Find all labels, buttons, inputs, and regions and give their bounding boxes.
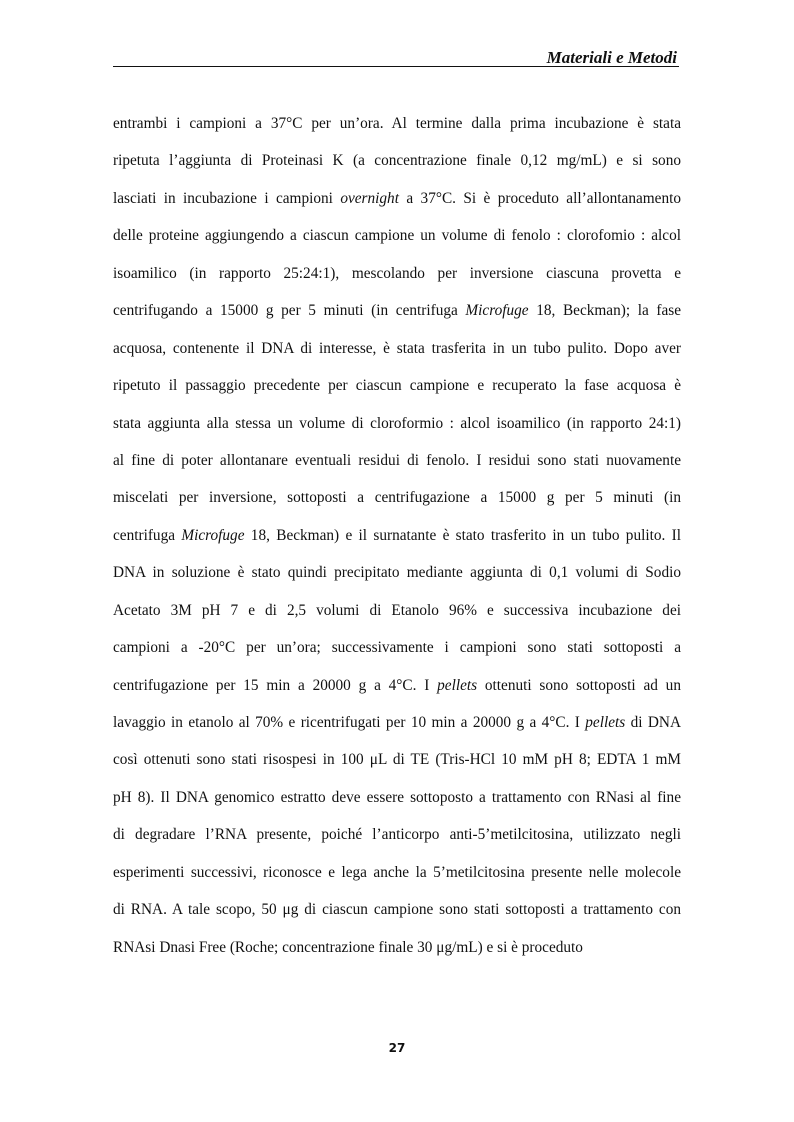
text-line — [113, 149, 681, 186]
text-line — [113, 112, 681, 149]
text-line — [113, 337, 681, 374]
text-segment: Acetato 3M pH 7 e di 2,5 volumi di Etanolo 96% e successiva incubazione dei — [113, 601, 681, 619]
text-segment: stata aggiunta alla stessa un volume di cloroformio : alcol isoamilico (in rapporto 24:1) — [113, 414, 681, 432]
text-line — [113, 561, 681, 598]
text-line — [113, 449, 681, 486]
text-segment: così ottenuti sono stati risospesi in 100 μL di TE (Tris-HCl 10 mM pH 8; EDTA 1 mM — [113, 751, 681, 769]
text-segment: isoamilico (in rapporto 25:24:1), mescolando per inversione ciascuna provetta e — [113, 264, 681, 282]
italic-term: pellets — [585, 714, 626, 731]
text-line — [113, 187, 681, 224]
text-line — [113, 299, 681, 336]
text-segment: centrifugando a 15000 g per 5 minuti (in centrifuga — [113, 302, 466, 320]
italic-term: pellets — [437, 676, 478, 694]
text-segment: DNA in soluzione è stato quindi precipitato mediante aggiunta di 0,1 volumi di Sodio — [113, 564, 681, 582]
text-segment: centrifuga — [113, 526, 182, 544]
body-paragraph — [113, 112, 681, 973]
text-segment: RNAsi Dnasi Free (Roche; concentrazione finale 30 μg/mL) e si è proceduto — [113, 938, 583, 956]
text-line — [113, 674, 681, 711]
text-line — [113, 224, 681, 261]
text-line — [113, 599, 681, 636]
text-segment: entrambi i campioni a 37°C per un’ora. Al termine dalla prima incubazione è stata — [113, 115, 681, 132]
italic-term: Microfuge — [181, 526, 245, 544]
running-header-title: Materiali e Metodi — [546, 48, 677, 67]
text-line — [113, 748, 681, 785]
text-segment: 18, Beckman) e il surnatante è stato trasferito in un tubo pulito. Il — [244, 526, 681, 544]
text-line — [113, 823, 681, 860]
text-segment: miscelati per inversione, sottoposti a centrifugazione a 15000 g per 5 minuti (in — [113, 489, 681, 507]
page-number: 27 — [388, 1041, 406, 1055]
text-segment: 18, Beckman); la fase — [528, 302, 681, 320]
text-segment: ottenuti sono sottoposti ad un — [477, 676, 681, 694]
text-line — [113, 936, 681, 973]
text-line — [113, 412, 681, 449]
text-line — [113, 262, 681, 299]
text-segment: a 37°C. Si è proceduto all’allontanamento — [398, 189, 681, 207]
text-segment: pH 8). Il DNA genomico estratto deve essere sottoposto a trattamento con RNasi al fine — [113, 788, 681, 806]
text-segment: ripetuta l’aggiunta di Proteinasi K (a concentrazione finale 0,12 mg/mL) e si sono — [113, 152, 681, 170]
text-segment: delle proteine aggiungendo a ciascun campione un volume di fenolo : clorofomio : alcol — [113, 227, 681, 245]
text-line — [113, 786, 681, 823]
italic-term: overnight — [340, 189, 399, 207]
text-line — [113, 374, 681, 411]
text-line — [113, 861, 681, 898]
text-line — [113, 636, 681, 673]
text-line — [113, 486, 681, 523]
italic-term: Microfuge — [465, 302, 529, 320]
header-rule — [113, 66, 679, 67]
text-segment: campioni a -20°C per un’ora; successivamente i campioni sono stati sottoposti a — [113, 639, 681, 657]
text-segment: di degradare l’RNA presente, poiché l’anticorpo anti-5’metilcitosina, utilizzato negli — [113, 826, 681, 844]
text-line — [113, 711, 681, 748]
text-segment: di RNA. A tale scopo, 50 μg di ciascun campione sono stati sottoposti a trattamento con — [113, 901, 681, 919]
text-segment: esperimenti successivi, riconosce e lega anche la 5’metilcitosina presente nelle molecole — [113, 863, 681, 881]
text-segment: lasciati in incubazione i campioni — [113, 189, 341, 207]
text-segment: centrifugazione per 15 min a 20000 g a 4°C. I — [113, 676, 438, 694]
text-line — [113, 898, 681, 935]
text-segment: ripetuto il passaggio precedente per ciascun campione e recuperato la fase acquosa è — [113, 377, 681, 395]
text-segment: lavaggio in etanolo al 70% e ricentrifugati per 10 min a 20000 g a 4°C. I — [113, 714, 586, 731]
text-segment: al fine di poter allontanare eventuali residui di fenolo. I residui sono stati nuovamente — [113, 451, 681, 469]
text-segment: acquosa, contenente il DNA di interesse, è stata trasferita in un tubo pulito. Dopo aver — [113, 339, 681, 357]
text-line — [113, 524, 681, 561]
text-segment: di DNA — [625, 714, 681, 731]
